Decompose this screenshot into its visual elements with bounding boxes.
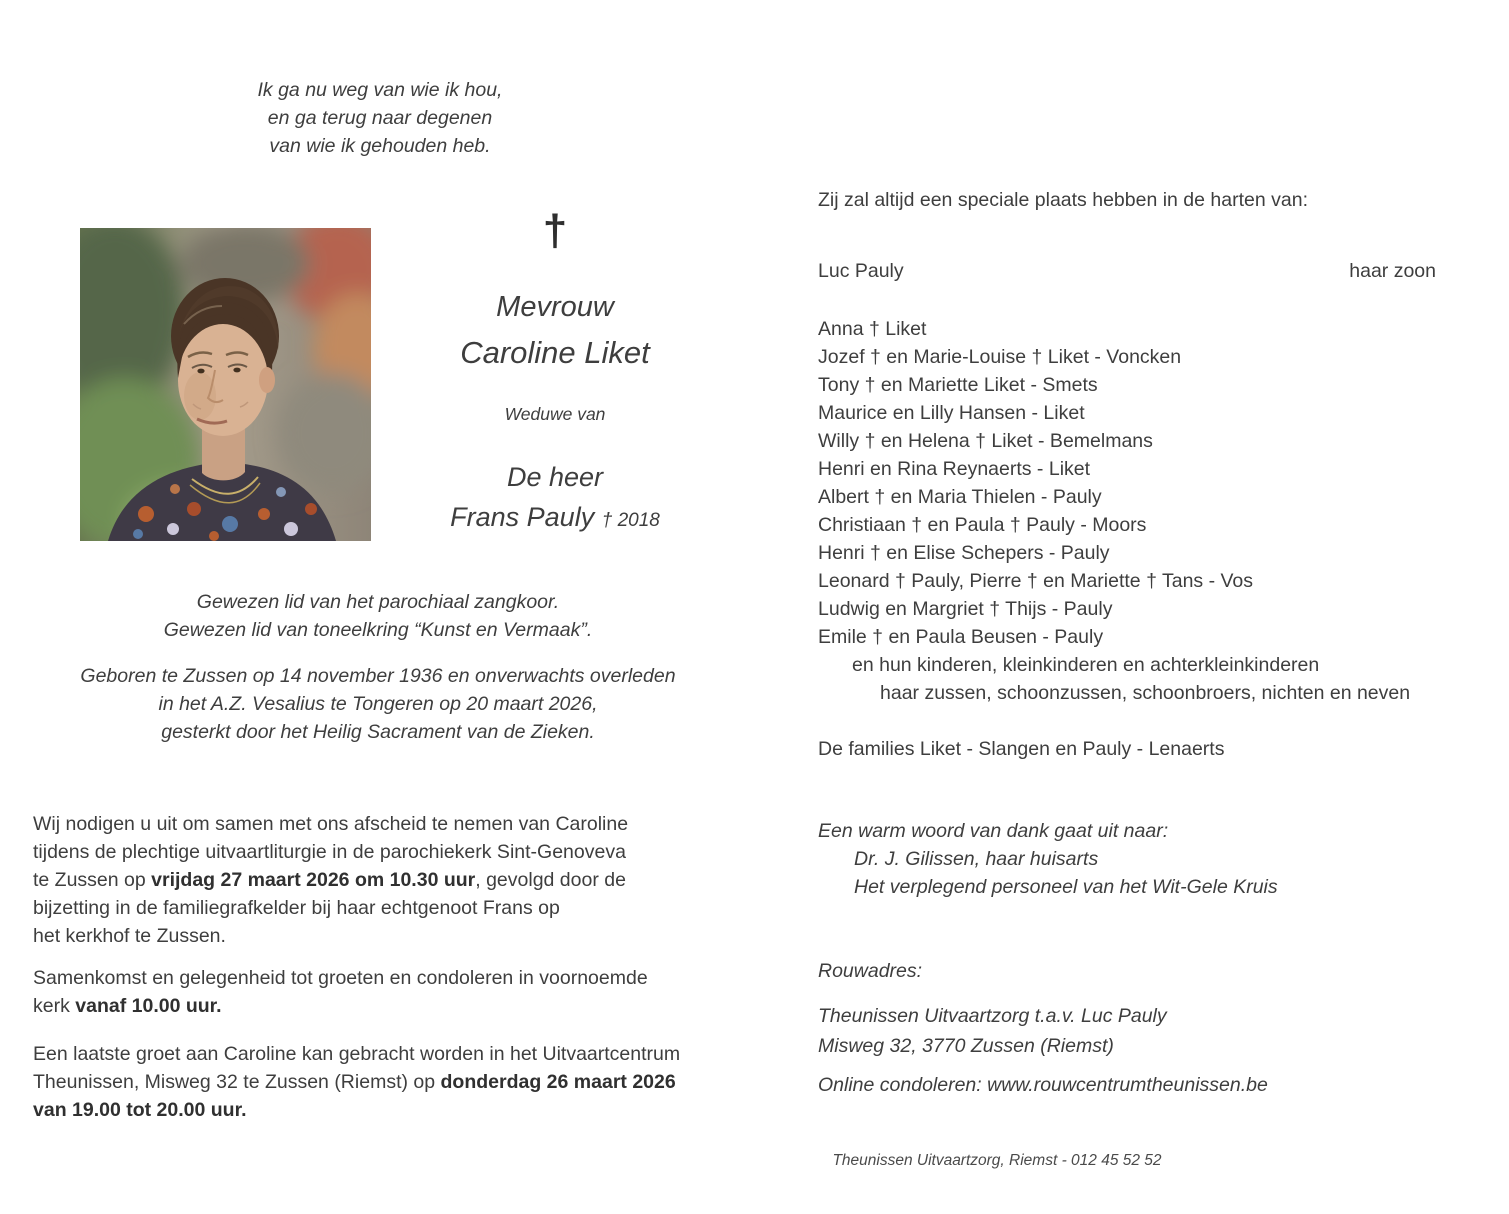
son-row: [818, 257, 1436, 285]
life-dates: [48, 662, 708, 746]
spouse-name: Frans Pauly: [450, 502, 595, 532]
text-line: Leonard † Pauly, Pierre † en Mariette † Tans - Vos: [818, 570, 1254, 592]
text-line: Henri † en Elise Schepers - Pauly: [818, 542, 1110, 564]
thanks-items: [818, 845, 1438, 901]
families-line: De families Liket - Slangen en Pauly - Lenaerts: [818, 738, 1225, 760]
deceased-name: Caroline Liket: [460, 335, 650, 370]
text-line: Gewezen lid van het parochiaal zangkoor.: [196, 591, 560, 613]
text-line: Anna † Liket: [818, 318, 927, 340]
text-line: tijdens de plechtige uitvaartliturgie in de parochiekerk Sint-Genoveva: [33, 841, 626, 863]
text-line: Willy † en Helena † Liket - Bemelmans: [818, 430, 1153, 452]
portrait-illustration: [80, 228, 371, 541]
online-condolence-line: Online condoleren: www.rouwcentrumtheunissen.be: [818, 1074, 1268, 1096]
text-line: het kerkhof te Zussen.: [33, 925, 226, 947]
text-line: Samenkomst en gelegenheid tot groeten en condoleren in voornoemde: [33, 967, 648, 989]
text-line: bijzetting in de familiegrafkelder bij haar echtgenoot Frans op: [33, 897, 560, 919]
text-line: in het A.Z. Vesalius te Tongeren op 20 maart 2026,: [158, 693, 598, 715]
relation-label: Weduwe van: [504, 404, 606, 424]
text-line: kerk vanaf 10.00 uur.: [33, 995, 222, 1017]
portrait-photo: [80, 228, 371, 541]
text-line: Theunissen Uitvaartzorg t.a.v. Luc Pauly: [818, 1005, 1167, 1027]
text-line: haar zussen, schoonzussen, schoonbroers, nichten en neven: [880, 682, 1411, 704]
spouse-title: De heer: [506, 462, 604, 492]
spouse-death-year: † 2018: [601, 510, 660, 531]
text-line: te Zussen op vrijdag 27 maart 2026 om 10.30 uur, gevolgd door de: [33, 869, 626, 891]
funeral-home-footer: Theunissen Uitvaartzorg, Riemst - 012 45 52 52: [832, 1152, 1162, 1169]
text-line: van wie ik gehouden heb.: [269, 135, 491, 157]
text-line: Het verplegend personeel van het Wit-Gele Kruis: [854, 876, 1278, 898]
mourning-address-label: Rouwadres:: [818, 960, 923, 982]
text-line: Tony † en Mariette Liket - Smets: [818, 374, 1098, 396]
text-line: Maurice en Lilly Hansen - Liket: [818, 402, 1085, 424]
remembrance-intro: Zij zal altijd een speciale plaats hebben in de harten van:: [818, 189, 1308, 211]
last-greeting-paragraph: [33, 1040, 753, 1124]
text-line: Henri en Rina Reynaerts - Liket: [818, 458, 1091, 480]
text-line: Misweg 32, 3770 Zussen (Riemst): [818, 1035, 1114, 1057]
text-line: Jozef † en Marie-Louise † Liket - Voncken: [818, 346, 1182, 368]
family-closing-lines: [818, 651, 1438, 707]
text-line: Gewezen lid van toneelkring “Kunst en Vermaak”.: [163, 619, 593, 641]
text-line: Geboren te Zussen op 14 november 1936 en onverwachts overleden: [80, 665, 676, 687]
gathering-paragraph: [33, 964, 733, 1020]
family-list: [818, 315, 1438, 651]
epigraph: [160, 76, 600, 160]
funeral-invitation-paragraph: [33, 810, 733, 950]
text-line: Een laatste groet aan Caroline kan gebracht worden in het Uitvaartcentrum: [33, 1043, 681, 1065]
thanks-intro: Een warm woord van dank gaat uit naar:: [818, 820, 1169, 842]
text-line: Emile † en Paula Beusen - Pauly: [818, 626, 1104, 648]
text-line: Ik ga nu weg van wie ik hou,: [257, 79, 503, 101]
text-line: Theunissen, Misweg 32 te Zussen (Riemst) op donderdag 26 maart 2026: [33, 1071, 676, 1093]
spouse-name-line: [410, 502, 700, 533]
text-line: Albert † en Maria Thielen - Pauly: [818, 486, 1102, 508]
text-line: en hun kinderen, kleinkinderen en achterkleinkinderen: [852, 654, 1320, 676]
son-name: Luc Pauly: [818, 260, 904, 282]
memberships: [78, 588, 678, 644]
text-line: en ga terug naar degenen: [267, 107, 493, 129]
text-line: Dr. J. Gilissen, haar huisarts: [854, 848, 1099, 870]
text-line: van 19.00 tot 20.00 uur.: [33, 1099, 247, 1121]
cross-symbol: †: [542, 206, 568, 255]
text-line: Christiaan † en Paula † Pauly - Moors: [818, 514, 1147, 536]
son-relation: haar zoon: [1349, 260, 1436, 282]
text-line: Ludwig en Margriet † Thijs - Pauly: [818, 598, 1113, 620]
mourning-address-lines: [818, 1001, 1438, 1061]
text-line: Wij nodigen u uit om samen met ons afscheid te nemen van Caroline: [33, 813, 629, 835]
deceased-title: Mevrouw: [496, 291, 614, 323]
text-line: gesterkt door het Heilig Sacrament van de Zieken.: [161, 721, 595, 743]
